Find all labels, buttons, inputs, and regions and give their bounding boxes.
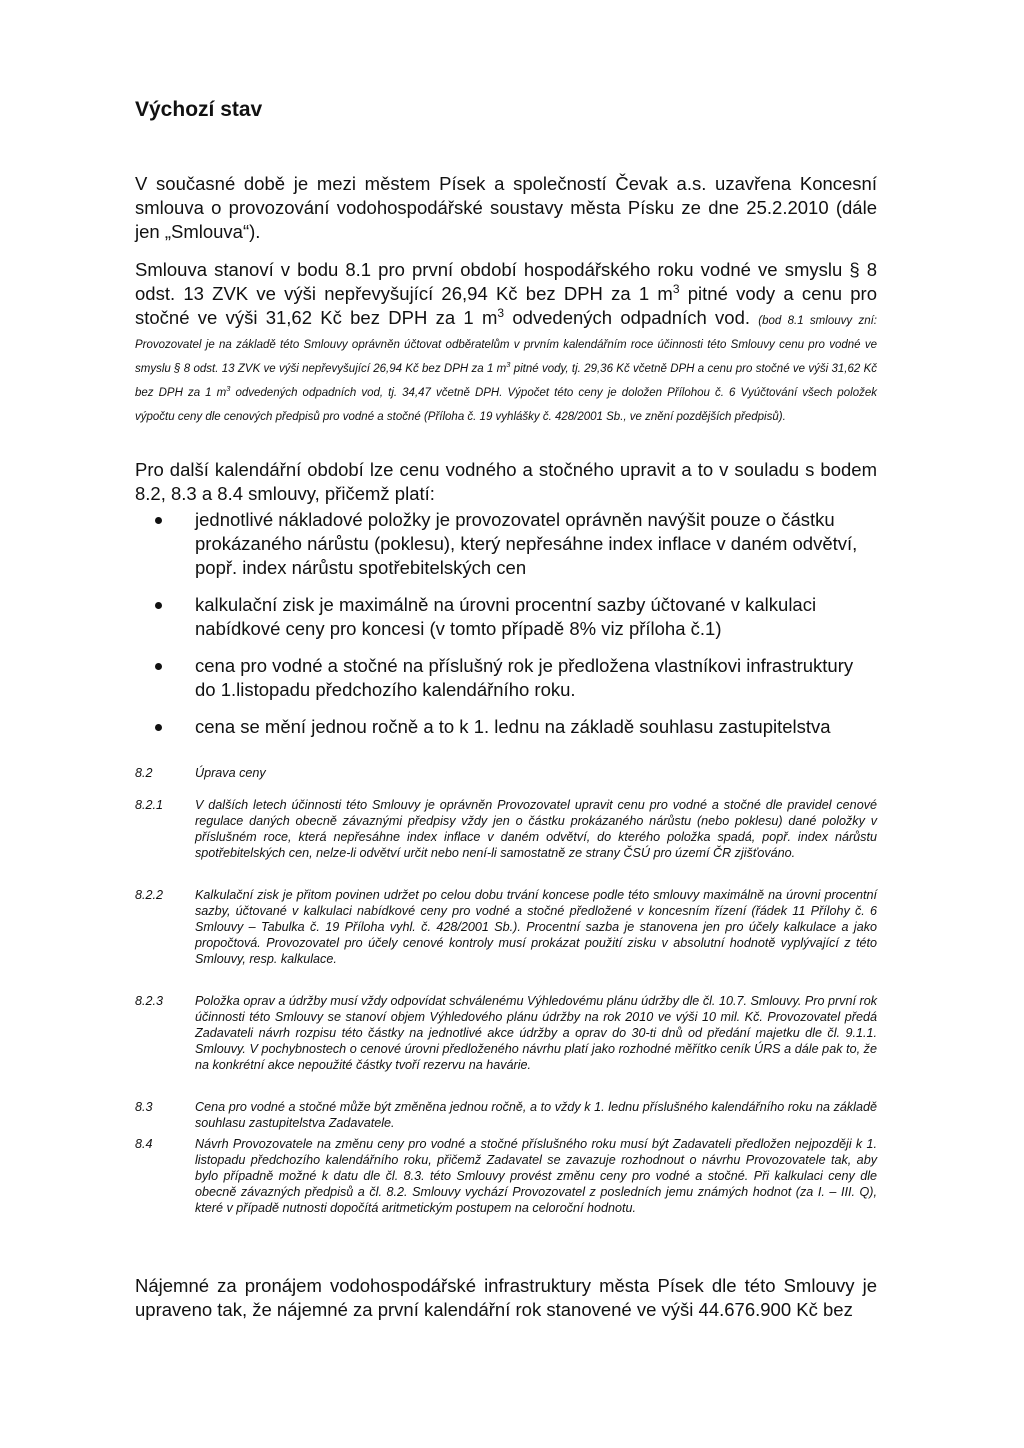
bullet-icon [155, 663, 162, 670]
list-item [135, 715, 877, 739]
clause-text: Cena pro vodné a stočné může být změněna jednou ročně, a to vždy k 1. lednu příslušného kalendářního roku na základě souhlasu zastupitelstva Zadavatele. [195, 1100, 877, 1130]
note-text-b: pitné vody, tj. 29,36 Kč včetně DPH a cenu pro stočné ve výši 31,62 Kč bez DPH za 1 m [135, 363, 877, 399]
note-text-a: (bod 8.1 smlouvy zní: Provozovatel je na základě této Smlouvy oprávněn účtovat odběratelům v prvním kalendářním roce účinnosti této Smlouvy cenu pro vodné ve smyslu § 8 odst. 13 ZVK ve výši nepřevyšující 26,94 Kč bez DPH za 1 m [135, 315, 877, 375]
clause-number: 8.4 [135, 1137, 153, 1151]
contract-clause [135, 1136, 877, 1216]
list-item [135, 593, 877, 641]
contract-clause [135, 887, 877, 967]
clause-text: V dalších letech účinnosti této Smlouvy je oprávněn Provozovatel upravit cenu pro vodné a stočné dle pravidel cenové regulace daných obecně závaznými předpisy vždy jen o částku prokázaného nárůstu (nebo poklesu) dané položky v příslušném roce, která nepřesáhne index inflace v daném odvětví, do kterého položka spadá, popř. index nárůstu spotřebitelských cen, nelze-li odvětví určit nebo není-li samostatně ze strany ČSÚ pro území ČR zjišťováno. [195, 798, 877, 860]
paragraph-further-periods: Pro další kalendářní období lze cenu vodného a stočného upravit a to v souladu s bodem 8.2, 8.3 a 8.4 smlouvy, přičemž platí: [135, 459, 877, 504]
section-heading: Výchozí stav [135, 98, 263, 121]
bullet-icon [155, 724, 162, 731]
superscript: 3 [672, 281, 680, 296]
contract-clause [135, 1099, 877, 1131]
superscript: 3 [506, 360, 511, 370]
clause-text: Návrh Provozovatele na změnu ceny pro vodné a stočné příslušného roku musí být Zadavateli předložen nejpozději k 1. listopadu předchozího kalendářního roku, přičemž Zadavatel se zavazuje rozhodnout o návrhu Provozovatele tak, aby bylo případně možné k datu dle čl. 8.3. této Smlouvy provést změnu ceny pro vodné a stočné. Při kalkulaci ceny dle obecně závazných předpisů a čl. 8.2. Smlouvy vychází Provozovatel z posledních jemu známých hodnot (za I. – III. Q), které v případě nutnosti dopočítá aritmetickým postupem na celoroční hodnotu. [195, 1137, 877, 1215]
clause-text: Kalkulační zisk je přitom povinen udržet po celou dobu trvání koncese podle této smlouvy maximálně na úrovni procentní sazby, účtované v kalkulaci nabídkové ceny pro vodné a stočné předložené v koncesním řízení (řádek 11 Přílohy č. 6 Smlouvy – Tabulka č. 19 Příloha vyhl. č. 428/2001 Sb.). Procentní sazba je stanovena jen pro účely kalkulace a jako propočtová. Provozovatel pro účely cenové kontroly musí prokázat použití zisku v absolutní hodnotě vyplývající z této Smlouvy, resp. kalkulace. [195, 888, 877, 966]
conditions-list [135, 508, 877, 752]
contract-clause [135, 993, 877, 1073]
superscript: 3 [226, 384, 231, 394]
list-item-text: kalkulační zisk je maximálně na úrovni procentní sazby účtované v kalkulaci nabídkové ceny pro koncesi (v tomto případě 8% viz příloha č.1) [195, 594, 817, 639]
clause-number: 8.2 [135, 766, 153, 780]
list-item-text: jednotlivé nákladové položky je provozovatel oprávněn navýšit pouze o částku prokázaného nárůstu (poklesu), který nepřesáhne index inflace v daném odvětví, popř. index nárůstu spotřebitelských cen [195, 509, 858, 578]
clause-text: Úprava ceny [195, 766, 266, 780]
list-item-text: cena se mění jednou ročně a to k 1. lednu na základě souhlasu zastupitelstva [195, 716, 831, 737]
contract-clause [135, 765, 877, 781]
paragraph-rent: Nájemné za pronájem vodohospodářské infrastruktury města Písek dle této Smlouvy je upraveno tak, že nájemné za první kalendářní rok stanovené ve výši 44.676.900 Kč bez [135, 1275, 877, 1320]
clause-number: 8.2.3 [135, 994, 164, 1008]
list-item [135, 654, 877, 702]
paragraph-text-c: odvedených odpadních vod. [504, 307, 759, 328]
paragraph-text-a: Smlouva stanoví v bodu 8.1 pro první období hospodářského roku vodné ve smyslu § 8 odst. 13 ZVK ve výši nepřevyšující 26,94 Kč bez DPH za 1 m [135, 259, 877, 304]
clause-text: Položka oprav a údržby musí vždy odpovídat schválenému Výhledovému plánu údržby dle čl. 10.7. Smlouvy. Pro první rok účinnosti této Smlouvy se stanoví objem Výhledového plánu údržby na rok 2010 ve výši 10 mil. Kč. Provozovatel předá Zadavateli návrh rozpisu této částky na jednotlivé akce údržby a oprav do 30-ti dnů od předání majetku dle čl. 9.1.1. Smlouvy. V pochybnostech o cenové úrovni předloženého návrhu platí jako rozhodné měřítko ceník ÚRS a dále pak to, že na konkrétní akce nepoužité částky tvoří rezervu na havárie. [195, 994, 877, 1072]
quoted-note [135, 315, 877, 423]
clause-number: 8.2.1 [135, 798, 164, 812]
paragraph-current-state: V současné době je mezi městem Písek a společností Čevak a.s. uzavřena Koncesní smlouva o provozování vodohospodářské soustavy města Písku ze dne 25.2.2010 (dále jen „Smlouva“). [135, 173, 877, 242]
bullet-icon [155, 602, 162, 609]
superscript: 3 [497, 305, 505, 320]
clause-number: 8.3 [135, 1100, 153, 1114]
list-item-text: cena pro vodné a stočné na příslušný rok je předložena vlastníkovi infrastruktury do 1.listopadu předchozího kalendářního roku. [195, 655, 854, 700]
contract-clause [135, 797, 877, 861]
paragraph-contract-prices [135, 258, 877, 426]
note-text-c: odvedených odpadních vod, tj. 34,47 včetně DPH. Výpočet této ceny je doložen Přílohou č. 6 Vyúčtování všech položek výpočtu ceny dle cenových předpisů pro vodné a stočné (Příloha č. 19 vyhlášky č. 428/2001 Sb., ve znění pozdějších předpisů). [135, 387, 877, 423]
paragraph-text-b: pitné vody a cenu pro stočné ve výši 31,62 Kč bez DPH za 1 m [135, 283, 877, 328]
bullet-icon [155, 517, 162, 524]
clause-number: 8.2.2 [135, 888, 164, 902]
list-item [135, 508, 877, 580]
